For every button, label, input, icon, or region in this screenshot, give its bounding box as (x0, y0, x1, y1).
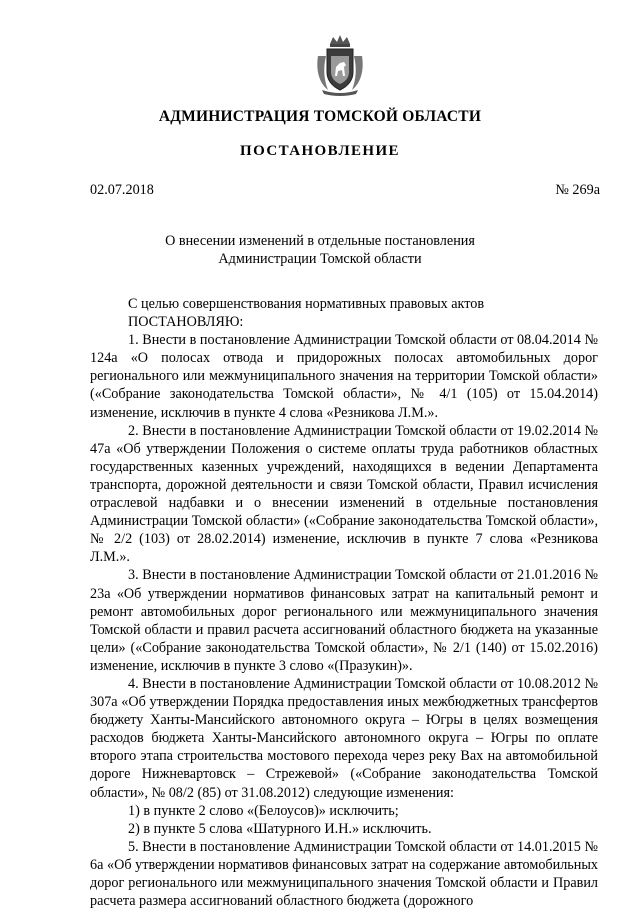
document-subject (0, 232, 640, 268)
item-paragraph: 1. Внести в постановление Администрации Томской области от 08.04.2014 № 124а «О полосах отвода и придорожных полосах автомобильных дорог регионального или межмуниципального значения на территории Томской области» («Собрание законодательства Томской области», № 4/1 (105) от 15.04.2014) изменение, исключив в пункте 4 слова «Резникова Л.М.». (90, 332, 598, 421)
intro-paragraph: С целью совершенствования нормативных правовых актов (128, 296, 485, 312)
document-body (90, 295, 598, 910)
item-paragraph: 5. Внести в постановление Администрации Томской области от 14.01.2015 № 6а «Об утверждении нормативов финансовых затрат на содержание автомобильных дорог регионального или межмуниципального значения Томской области и Правил расчета размера ассигнований областного бюджета (дорожного (90, 838, 598, 910)
subitem-paragraph: 1) в пункте 2 слово «(Белоусов)» исключить; (128, 802, 399, 819)
item-paragraph: 4. Внести в постановление Администрации Томской области от 10.08.2012 № 307а «Об утверждении Порядка предоставления иных межбюджетных трансфертов бюджету Ханты-Мансийского автономного округа – Югры в целях возмещения расходов бюджета Ханты-Мансийского автономного округа – Югры по оплате второго этапа строительства мостового перехода через реку Вах на автомобильной дороге Нижневартовск – Стрежевой» («Собрание законодательства Томской области», № 08/2 (85) от 31.08.2012) следующие изменения: (90, 675, 598, 801)
coat-of-arms-icon (314, 34, 366, 96)
decree-word: ПОСТАНОВЛЯЮ: (128, 314, 244, 331)
item-paragraph: 3. Внести в постановление Администрации Томской области от 21.01.2016 № 23а «Об утверждении нормативов финансовых затрат на капитальный ремонт и ремонт автомобильных дорог регионального или межмуниципального значения Томской области и правил расчета ассигнований областного бюджета на указанные цели» («Собрание законодательства Томской области», № 2/1 (140) от 15.02.2016) изменение, исключив в пункте 3 слово «(Празукин)». (90, 567, 598, 674)
document-type: ПОСТАНОВЛЕНИЕ (240, 143, 400, 159)
subject-line-1: О внесении изменений в отдельные постановления (165, 233, 475, 249)
document-number: № 269а (555, 182, 600, 198)
organization-title: АДМИНИСТРАЦИЯ ТОМСКОЙ ОБЛАСТИ (158, 108, 482, 125)
item-paragraph: 2. Внести в постановление Администрации Томской области от 19.02.2014 № 47а «Об утверждении Положения о системе оплаты труда работников областных государственных казенных учреждений, находящихся в ведении Департамента транспорта, дорожной деятельности и связи Томской области, Правил исчисления отраслевой надбавки и о внесении изменений в отдельные постановления Администрации Томской области» («Собрание законодательства Томской области», № 2/2 (103) от 28.02.2014) изменение, исключив в пункте 7 слова «Резникова Л.М.». (90, 422, 598, 566)
subject-line-2: Администрации Томской области (218, 251, 422, 267)
document-date: 02.07.2018 (90, 182, 154, 198)
subitem-paragraph: 2) в пункте 5 слова «Шатурного И.Н.» исключить. (128, 820, 432, 837)
